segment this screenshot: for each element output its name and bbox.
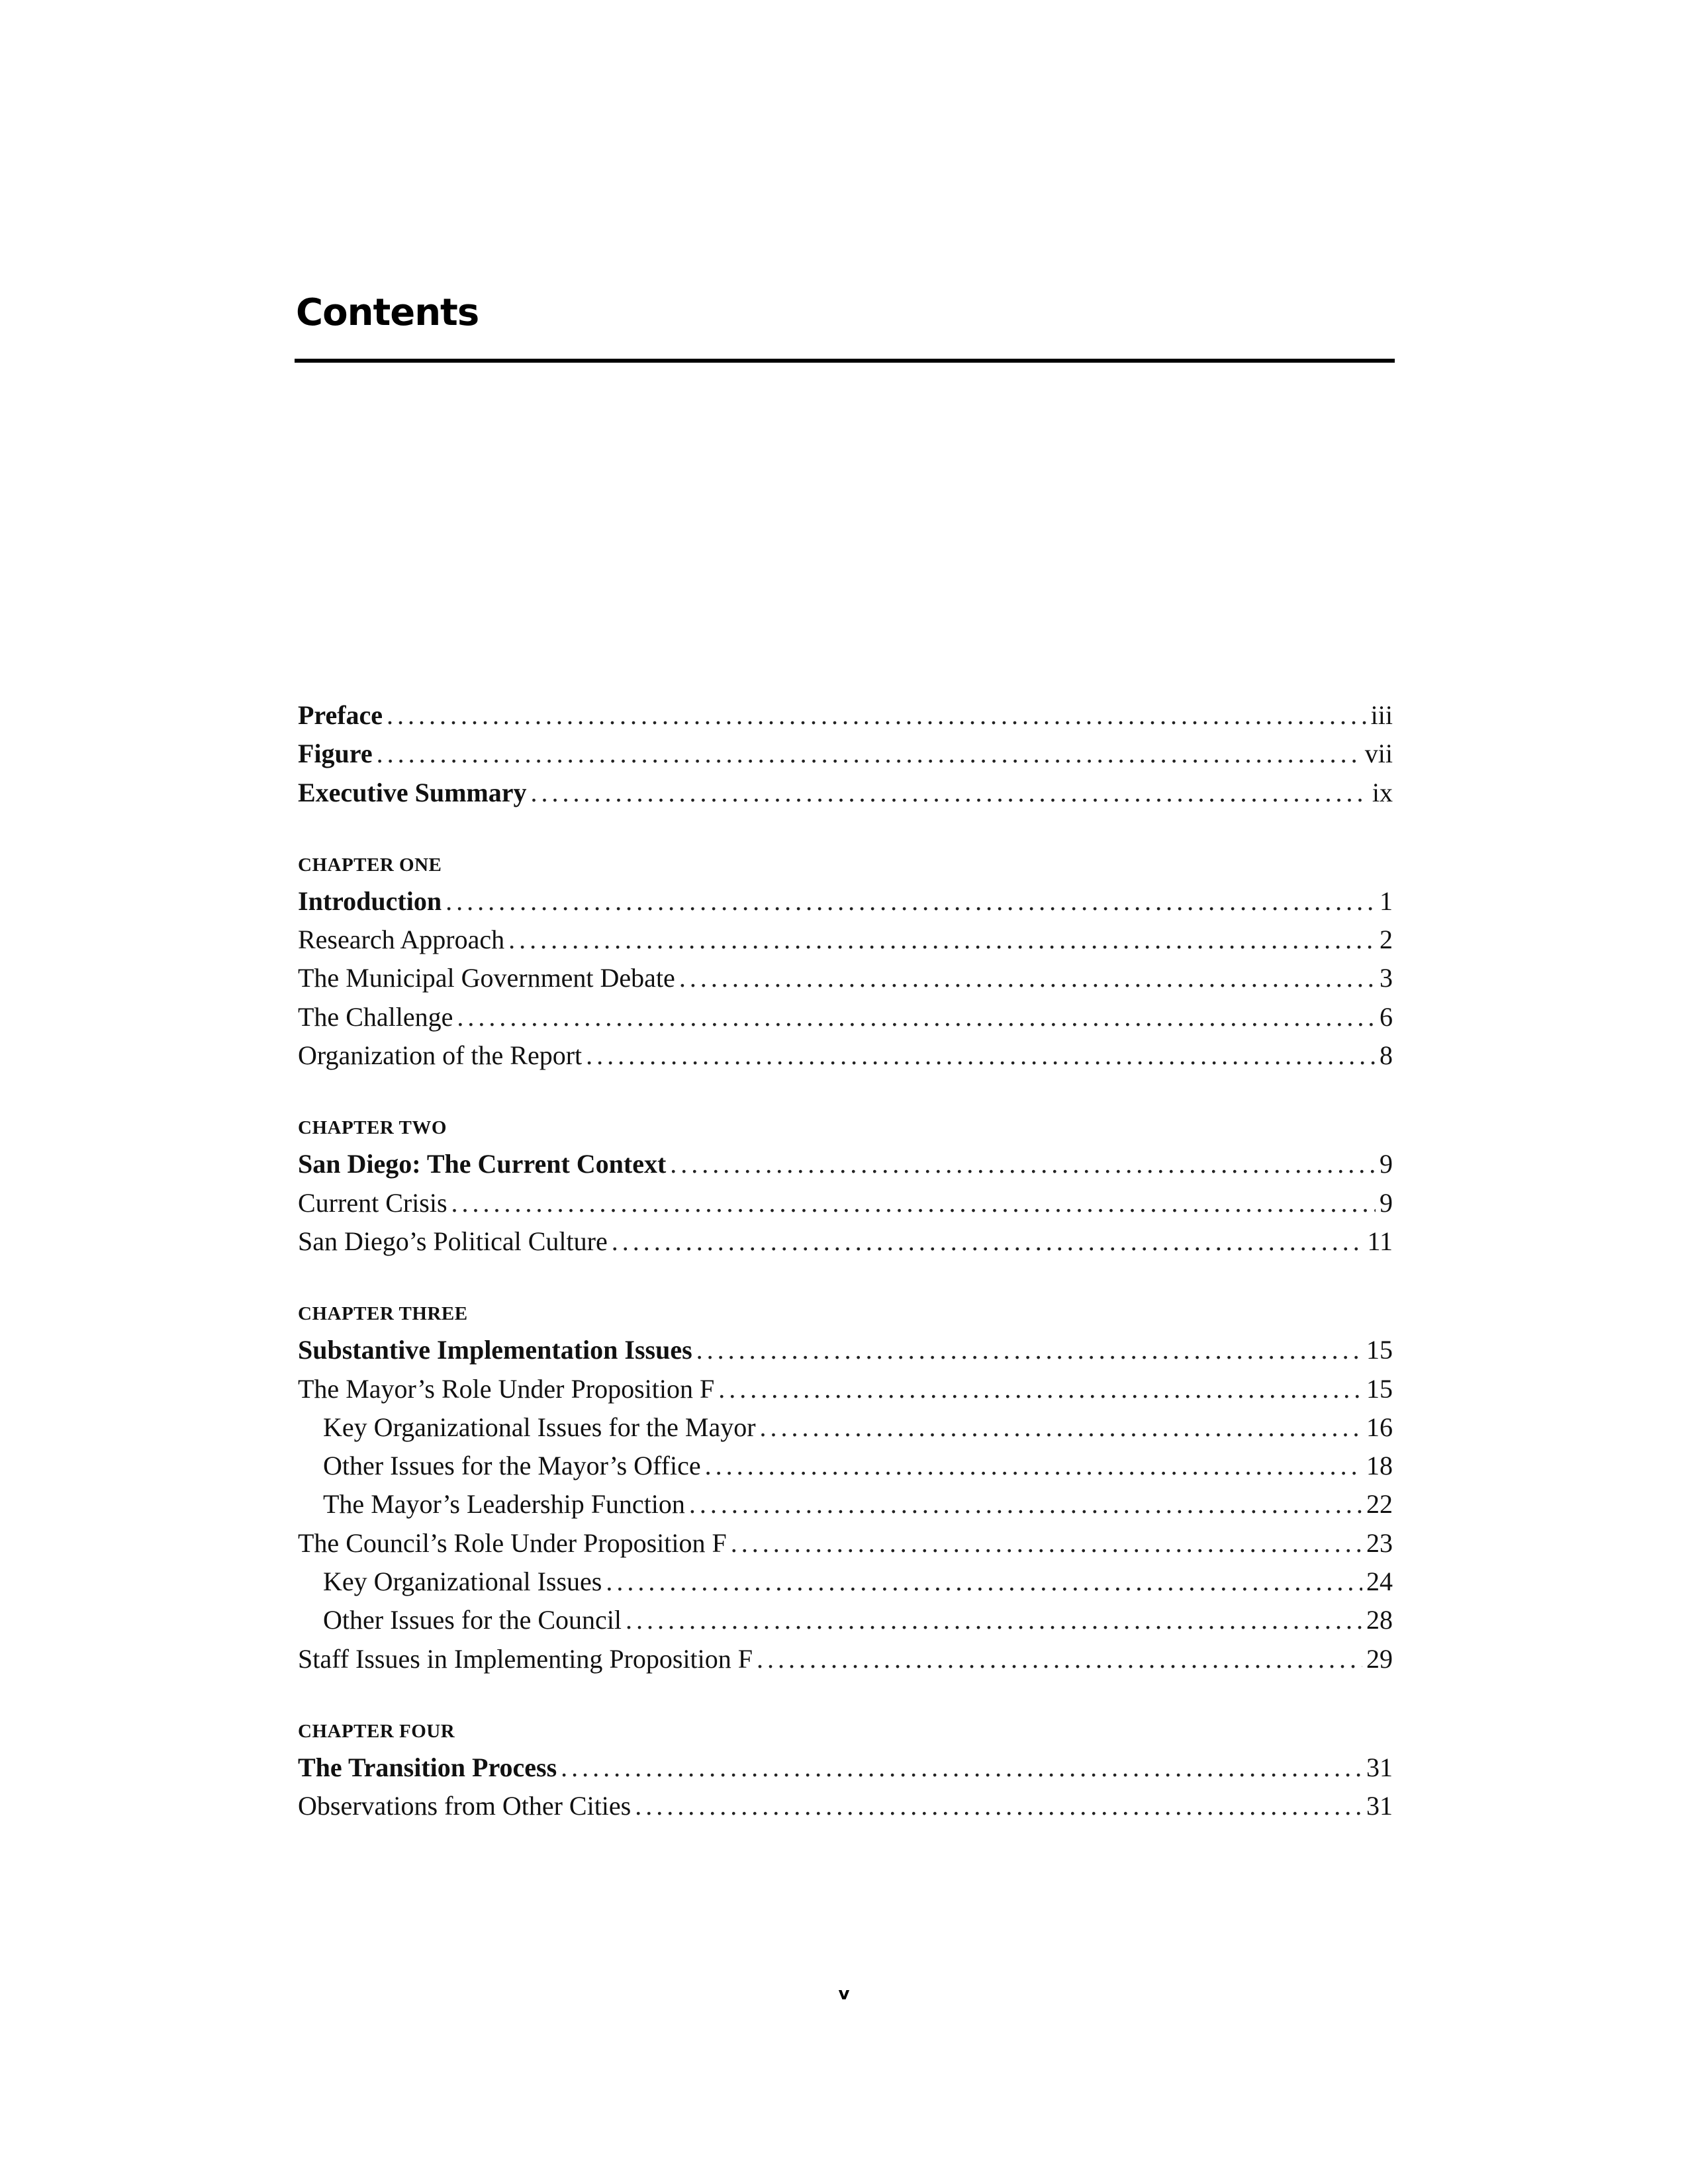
toc-entry-preface[interactable] [298,696,1393,735]
toc-entry-title: The Challenge [298,1001,453,1032]
toc-entry-page: 9 [1380,1187,1393,1218]
toc-entry-page: 24 [1366,1567,1393,1597]
table-of-contents [298,696,1393,1826]
toc-entry-title: Preface [298,700,383,730]
dot-leader [626,1601,1362,1639]
toc-entry-page: ix [1372,777,1393,807]
toc-entry-page: 1 [1380,886,1393,916]
dot-leader [612,1222,1364,1261]
chapter-two-label: CHAPTER TWO [298,1117,447,1139]
dot-leader [457,998,1376,1036]
toc-subentry[interactable] [298,1485,1393,1524]
toc-subentry[interactable] [298,1447,1393,1485]
toc-entry-page: 9 [1380,1149,1393,1179]
toc-entry[interactable] [298,998,1393,1036]
toc-entry-title: Staff Issues in Implementing Proposition F [298,1643,753,1674]
toc-entry-title: Substantive Implementation Issues [298,1335,692,1365]
chapter-one-label: CHAPTER ONE [298,854,442,876]
toc-entry-title: Key Organizational Issues for the Mayor [323,1412,756,1442]
toc-entry-title: Current Crisis [298,1187,447,1218]
toc-entry-title: The Mayor’s Role Under Proposition F [298,1373,715,1404]
toc-entry[interactable] [298,1787,1393,1825]
dot-leader [606,1563,1362,1601]
toc-entry-title: Key Organizational Issues [323,1567,602,1597]
title-rule [295,359,1395,363]
toc-entry[interactable] [298,882,1393,921]
toc-entry-page: 15 [1366,1373,1393,1404]
toc-entry-page: iii [1370,700,1393,730]
dot-leader [679,959,1376,997]
toc-entry-title: San Diego’s Political Culture [298,1226,608,1256]
toc-entry[interactable] [298,1370,1393,1408]
toc-entry-page: 15 [1366,1335,1393,1365]
toc-entry-page: vii [1364,739,1393,769]
toc-entry[interactable] [298,959,1393,997]
toc-entry-page: 8 [1380,1040,1393,1071]
toc-entry-page: 29 [1366,1643,1393,1674]
dot-leader [377,735,1361,773]
toc-entry-title: Organization of the Report [298,1040,583,1071]
dot-leader [670,1145,1376,1183]
chapter-three-label: CHAPTER THREE [298,1303,468,1325]
dot-leader [451,1184,1376,1222]
toc-subentry[interactable] [298,1601,1393,1639]
toc-entry[interactable] [298,1640,1393,1678]
toc-entry-page: 6 [1380,1001,1393,1032]
toc-entry-title: Introduction [298,886,442,916]
dot-leader [387,696,1367,735]
toc-entry-page: 23 [1366,1527,1393,1558]
page-number: v [838,1984,850,2004]
dot-leader [561,1749,1362,1787]
toc-entry-page: 22 [1366,1489,1393,1520]
toc-entry-figure[interactable] [298,735,1393,773]
dot-leader [731,1524,1362,1563]
dot-leader [635,1787,1362,1825]
toc-entry[interactable] [298,1184,1393,1222]
dot-leader [760,1408,1362,1447]
toc-entry-page: 28 [1366,1605,1393,1635]
toc-entry-page: 11 [1367,1226,1393,1256]
dot-leader [586,1036,1376,1075]
toc-entry[interactable] [298,1145,1393,1183]
dot-leader [718,1370,1362,1408]
toc-entry-page: 2 [1380,925,1393,955]
toc-entry[interactable] [298,1222,1393,1261]
toc-entry-executive-summary[interactable] [298,774,1393,812]
toc-entry[interactable] [298,1036,1393,1075]
toc-entry-title: The Mayor’s Leadership Function [323,1489,685,1520]
toc-entry-title: Other Issues for the Mayor’s Office [323,1451,701,1481]
page-title: Contents [296,291,479,334]
dot-leader [696,1331,1362,1369]
toc-entry-title: San Diego: The Current Context [298,1149,667,1179]
dot-leader [445,882,1376,921]
dot-leader [689,1485,1362,1524]
dot-leader [757,1640,1362,1678]
toc-entry[interactable] [298,1749,1393,1787]
toc-entry-title: Observations from Other Cities [298,1791,632,1821]
toc-subentry[interactable] [298,1408,1393,1447]
toc-entry[interactable] [298,1524,1393,1563]
dot-leader [705,1447,1362,1485]
toc-entry-title: The Transition Process [298,1752,557,1782]
toc-entry-title: Research Approach [298,925,505,955]
chapter-four-label: CHAPTER FOUR [298,1720,455,1742]
toc-entry[interactable] [298,921,1393,959]
toc-entry-title: Other Issues for the Council [323,1605,622,1635]
toc-entry-page: 31 [1366,1752,1393,1782]
toc-entry-page: 18 [1366,1451,1393,1481]
toc-entry-title: Executive Summary [298,777,527,807]
toc-entry-page: 31 [1366,1791,1393,1821]
toc-entry-title: The Municipal Government Debate [298,963,675,993]
toc-entry-title: Figure [298,739,373,769]
toc-entry[interactable] [298,1331,1393,1369]
dot-leader [508,921,1376,959]
toc-entry-page: 3 [1380,963,1393,993]
toc-subentry[interactable] [298,1563,1393,1601]
dot-leader [531,774,1368,812]
toc-entry-title: The Council’s Role Under Proposition F [298,1527,727,1558]
toc-entry-page: 16 [1366,1412,1393,1442]
